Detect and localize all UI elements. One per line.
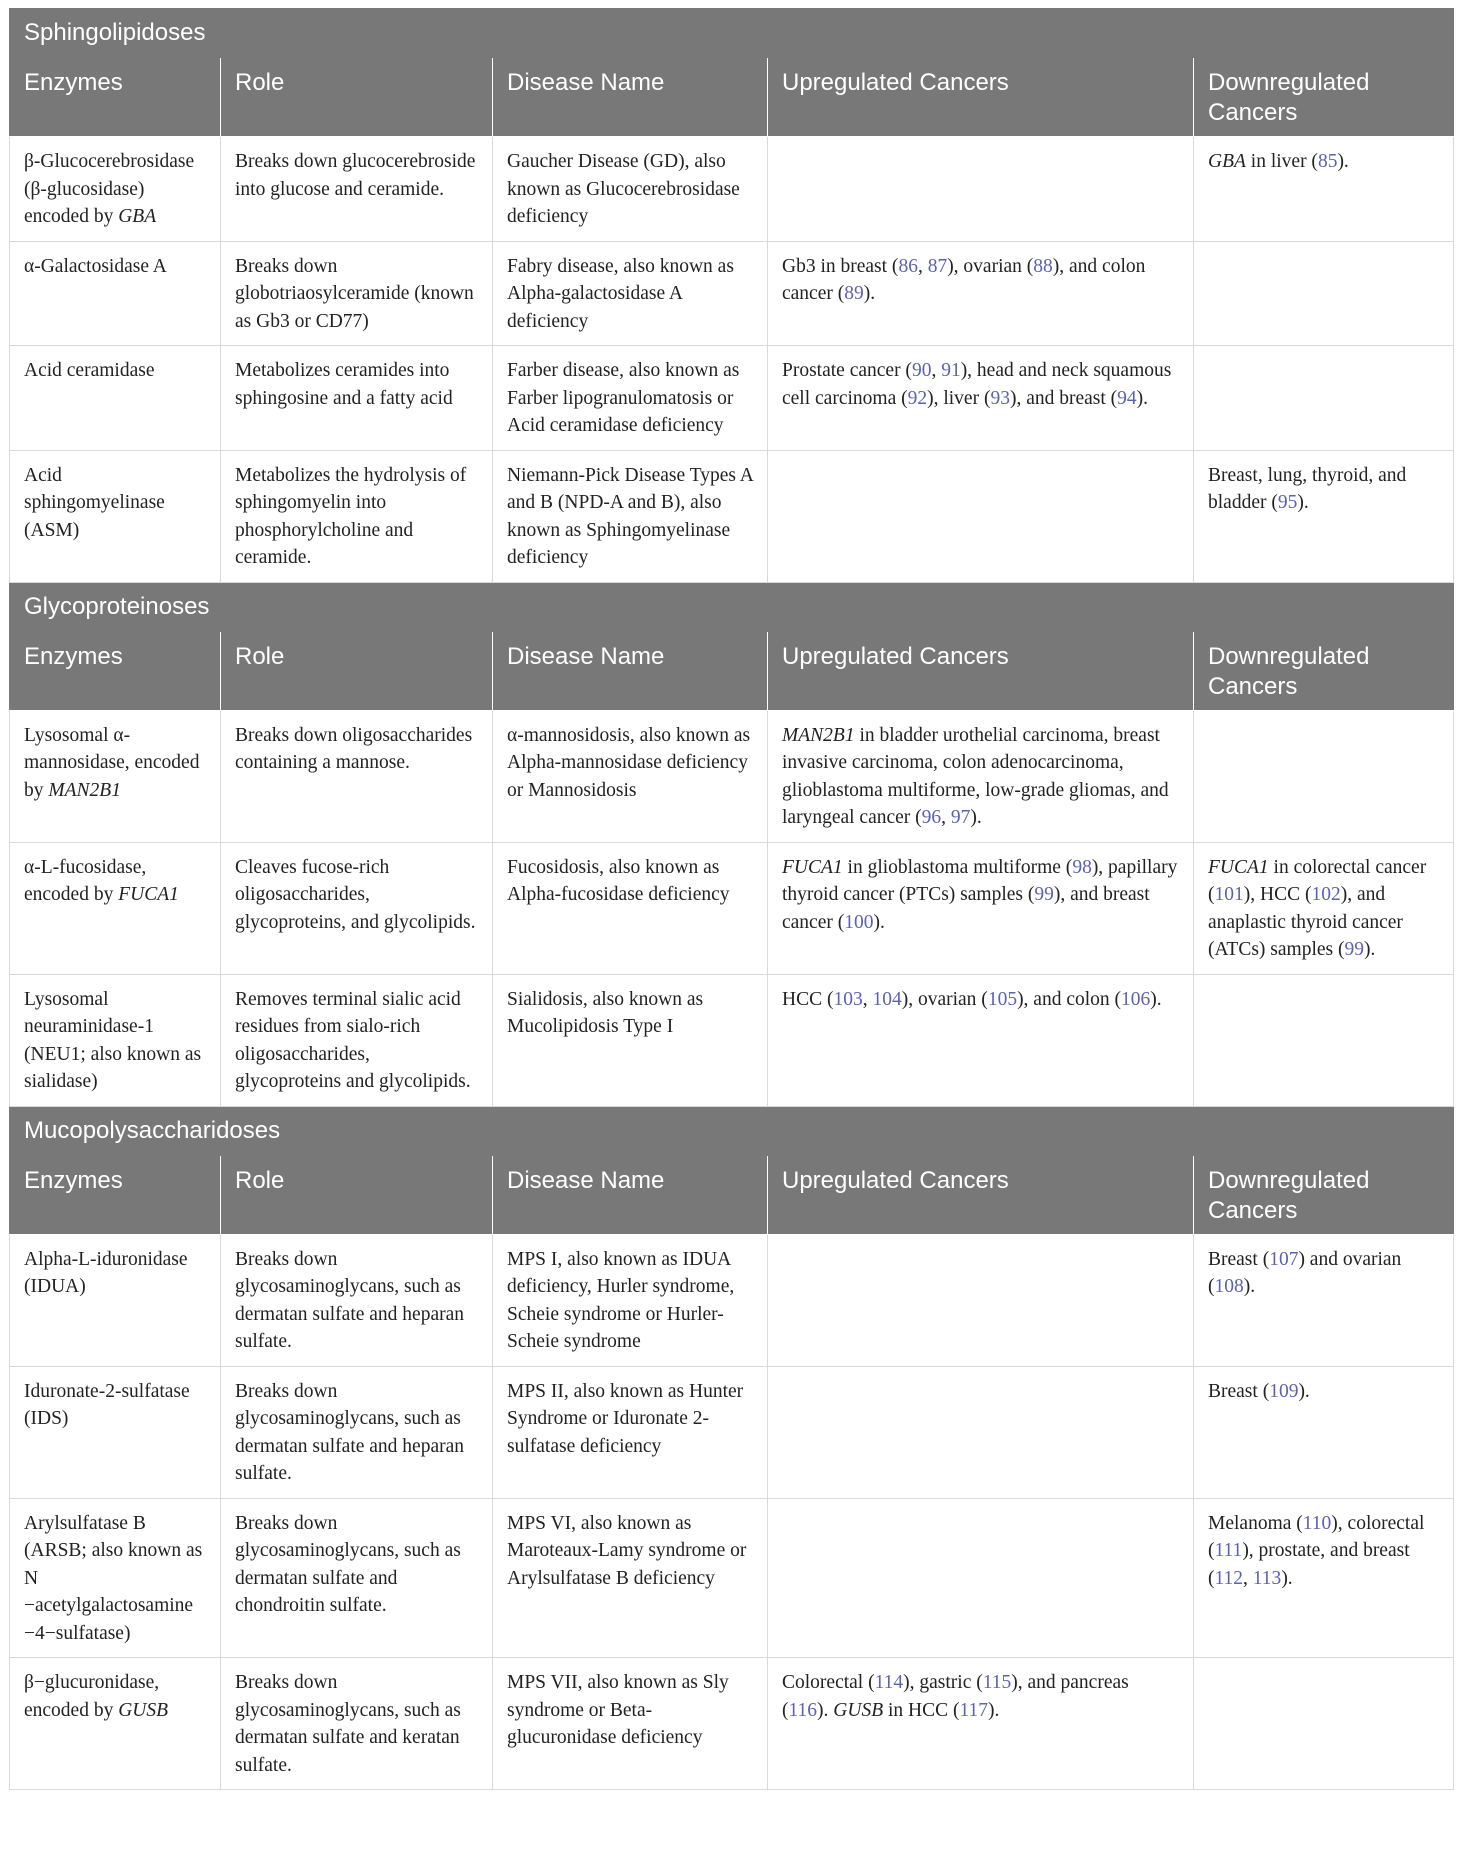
column-header-role: Role xyxy=(221,631,493,710)
cell-text: , xyxy=(941,807,951,828)
column-header-row xyxy=(10,1155,1454,1234)
cell-text: in glioblastoma multiforme ( xyxy=(842,856,1073,878)
cell-upregulated-cancers xyxy=(768,450,1194,582)
gene-symbol: GUSB xyxy=(118,1699,169,1721)
cell-upregulated-cancers xyxy=(768,842,1194,974)
reference-link[interactable]: 92 xyxy=(907,387,928,409)
gene-symbol: GBA xyxy=(1208,151,1246,172)
cell-text: ). xyxy=(873,911,885,933)
reference-link[interactable]: 85 xyxy=(1317,151,1338,172)
cell-text: Alpha-L-iduronidase (IDUA) xyxy=(24,1248,188,1297)
table-row xyxy=(10,346,1454,451)
cell-text: Melanoma ( xyxy=(1208,1512,1303,1534)
cell-text: in bladder urothelial carcinoma, breast invasive carcinoma, colon adenocarcinoma, glioblastoma multiforme, low-grade gliomas, and laryngeal cancer ( xyxy=(782,724,1169,828)
cell-text: , xyxy=(931,360,942,381)
reference-link[interactable]: 116 xyxy=(788,1699,818,1721)
reference-link[interactable]: 102 xyxy=(1311,884,1341,905)
cell-text: in colorectal cancer ( xyxy=(1208,856,1427,905)
cell-enzyme xyxy=(10,842,221,974)
cell-disease-name xyxy=(493,842,768,974)
cell-disease-name xyxy=(493,1658,768,1790)
cell-disease-name xyxy=(493,1366,768,1498)
cell-text: Fabry disease, also known as Alpha-galactosidase A deficiency xyxy=(507,255,734,332)
cell-upregulated-cancers xyxy=(768,974,1194,1106)
cell-enzyme xyxy=(10,137,221,242)
gene-symbol: MAN2B1 xyxy=(48,779,121,801)
cell-downregulated-cancers xyxy=(1194,710,1454,842)
reference-link[interactable]: 108 xyxy=(1214,1276,1244,1297)
column-header-role: Role xyxy=(221,58,493,137)
cell-text: Breaks down glycosaminoglycans, such as dermatan sulfate and heparan sulfate. xyxy=(235,1380,465,1484)
cell-downregulated-cancers xyxy=(1194,346,1454,451)
reference-link[interactable]: 107 xyxy=(1269,1248,1299,1270)
cell-text: β-Glucocerebrosidase (β-glucosidase) encoded by xyxy=(24,151,195,227)
cell-text: Metabolizes ceramides into sphingosine and a fatty acid xyxy=(235,360,453,409)
cell-text: ), gastric ( xyxy=(903,1672,983,1693)
cell-role xyxy=(221,710,493,842)
section-title-row xyxy=(10,9,1454,58)
section-title: Glycoproteinoses xyxy=(10,582,1454,631)
gene-symbol: GUSB xyxy=(833,1699,884,1721)
gene-symbol: MAN2B1 xyxy=(782,724,855,746)
reference-link[interactable]: 105 xyxy=(987,988,1018,1010)
cell-text: Acid sphingomyelinase (ASM) xyxy=(24,464,165,541)
cell-text: Metabolizes the hydrolysis of sphingomyelin into phosphorylcholine and ceramide. xyxy=(235,464,467,568)
cell-text: , xyxy=(917,255,928,277)
reference-link[interactable]: 100 xyxy=(844,911,874,933)
cell-text: Iduronate-2-sulfatase (IDS) xyxy=(24,1380,190,1429)
cell-role xyxy=(221,1234,493,1366)
cell-role xyxy=(221,450,493,582)
cell-enzyme xyxy=(10,346,221,451)
reference-link[interactable]: 94 xyxy=(1117,387,1137,409)
reference-link[interactable]: 95 xyxy=(1277,492,1298,513)
cell-text: ), ovarian ( xyxy=(947,255,1034,277)
table-row xyxy=(10,842,1454,974)
cell-text: ), prostate, and breast ( xyxy=(1208,1540,1410,1589)
cell-text: ), and breast ( xyxy=(1009,387,1118,409)
cell-text: Removes terminal sialic acid residues from sialo-rich oligosaccharides, glycoproteins and glycolipids. xyxy=(235,988,471,1092)
cell-role xyxy=(221,1658,493,1790)
cell-text: ). xyxy=(1136,387,1149,409)
cell-text: Breast ( xyxy=(1208,1380,1270,1402)
cell-disease-name xyxy=(493,450,768,582)
reference-link[interactable]: 111 xyxy=(1214,1540,1243,1561)
cell-text: Arylsulfatase B (ARSB; also known as N −acetylgalactosamine −4−sulfatase) xyxy=(24,1512,203,1644)
cell-text: Lysosomal α-mannosidase, encoded by xyxy=(24,724,200,801)
table-row xyxy=(10,1366,1454,1498)
cell-downregulated-cancers xyxy=(1194,1234,1454,1366)
cell-text: α-mannosidosis, also known as Alpha-mannosidase deficiency or Mannosidosis xyxy=(507,724,751,801)
column-header-downregulated-cancers: Downregulated Cancers xyxy=(1194,631,1454,710)
cell-downregulated-cancers xyxy=(1194,1658,1454,1790)
cell-enzyme xyxy=(10,241,221,346)
cell-downregulated-cancers xyxy=(1194,1498,1454,1658)
cell-text: ). xyxy=(1281,1567,1293,1589)
reference-link[interactable]: 88 xyxy=(1033,255,1053,277)
column-header-disease-name: Disease Name xyxy=(493,58,768,137)
cell-text: Colorectal ( xyxy=(782,1672,875,1693)
cell-role xyxy=(221,1498,493,1658)
cell-text: , xyxy=(862,988,873,1010)
column-header-row xyxy=(10,631,1454,710)
cell-text: in HCC ( xyxy=(883,1699,960,1721)
lysosomal-enzymes-table-container xyxy=(9,8,1453,1790)
table-row xyxy=(10,974,1454,1106)
column-header-row xyxy=(10,58,1454,137)
reference-link[interactable]: 115 xyxy=(982,1672,1012,1693)
cell-text: ), ovarian ( xyxy=(901,988,988,1010)
cell-text: α-Galactosidase A xyxy=(24,255,167,277)
cell-text: Breaks down glycosaminoglycans, such as dermatan sulfate and heparan sulfate. xyxy=(235,1248,465,1352)
cell-text: ). xyxy=(970,807,982,828)
column-header-downregulated-cancers: Downregulated Cancers xyxy=(1194,58,1454,137)
reference-link[interactable]: 103 xyxy=(833,988,863,1010)
cell-enzyme xyxy=(10,1234,221,1366)
section-title-row xyxy=(10,1106,1454,1155)
gene-symbol: GBA xyxy=(118,206,157,227)
reference-link[interactable]: 86 xyxy=(898,255,918,277)
cell-text: ) and ovarian ( xyxy=(1208,1248,1402,1297)
reference-link[interactable]: 90 xyxy=(911,360,932,381)
cell-upregulated-cancers xyxy=(768,137,1194,242)
reference-link[interactable]: 98 xyxy=(1072,856,1092,878)
cell-downregulated-cancers xyxy=(1194,241,1454,346)
cell-text: , xyxy=(1243,1567,1253,1589)
cell-text: Breast ( xyxy=(1208,1248,1270,1270)
cell-disease-name xyxy=(493,137,768,242)
cell-text: ), and anaplastic thyroid cancer (ATCs) samples ( xyxy=(1208,884,1403,960)
cell-text: Breast, lung, thyroid, and bladder ( xyxy=(1208,464,1407,513)
reference-link[interactable]: 93 xyxy=(990,387,1010,409)
reference-link[interactable]: 110 xyxy=(1302,1512,1332,1534)
cell-disease-name xyxy=(493,346,768,451)
reference-link[interactable]: 114 xyxy=(874,1672,904,1693)
cell-upregulated-cancers xyxy=(768,241,1194,346)
cell-text: ). xyxy=(1150,988,1162,1010)
cell-text: MPS II, also known as Hunter Syndrome or Iduronate 2-sulfatase deficiency xyxy=(507,1380,744,1457)
reference-link[interactable]: 113 xyxy=(1252,1567,1282,1589)
cell-disease-name xyxy=(493,241,768,346)
cell-disease-name xyxy=(493,710,768,842)
cell-text: MPS VI, also known as Maroteaux-Lamy syndrome or Arylsulfatase B deficiency xyxy=(507,1512,747,1589)
gene-symbol: FUCA1 xyxy=(118,884,179,905)
cell-enzyme xyxy=(10,450,221,582)
cell-text: ). xyxy=(988,1699,1000,1721)
cell-role xyxy=(221,1366,493,1498)
cell-text: ), and pancreas ( xyxy=(782,1672,1129,1721)
cell-text: Breaks down globotriaosylceramide (known as Gb3 or CD77) xyxy=(235,255,474,332)
table-row xyxy=(10,1658,1454,1790)
table-row xyxy=(10,450,1454,582)
cell-text: ). xyxy=(1363,939,1376,960)
cell-text: ), HCC ( xyxy=(1243,884,1312,905)
reference-link[interactable]: 87 xyxy=(927,255,948,277)
table-body xyxy=(10,9,1454,1790)
column-header-role: Role xyxy=(221,1155,493,1234)
cell-downregulated-cancers xyxy=(1194,1366,1454,1498)
cell-text: Gb3 in breast ( xyxy=(782,255,899,277)
cell-enzyme xyxy=(10,1498,221,1658)
cell-upregulated-cancers xyxy=(768,346,1194,451)
cell-text: Breaks down glucocerebroside into glucose and ceramide. xyxy=(235,151,476,200)
cell-text: ), colorectal ( xyxy=(1208,1512,1425,1561)
cell-text: ), liver ( xyxy=(927,387,991,409)
cell-text: HCC ( xyxy=(782,988,834,1010)
cell-downregulated-cancers xyxy=(1194,450,1454,582)
section-title: Mucopolysaccharidoses xyxy=(10,1106,1454,1155)
cell-text: ), and colon cancer ( xyxy=(782,255,1146,304)
cell-upregulated-cancers xyxy=(768,1498,1194,1658)
cell-disease-name xyxy=(493,1498,768,1658)
column-header-upregulated-cancers: Upregulated Cancers xyxy=(768,58,1194,137)
column-header-disease-name: Disease Name xyxy=(493,1155,768,1234)
reference-link[interactable]: 112 xyxy=(1214,1567,1244,1589)
cell-text: Breaks down glycosaminoglycans, such as dermatan sulfate and keratan sulfate. xyxy=(235,1672,461,1776)
column-header-upregulated-cancers: Upregulated Cancers xyxy=(768,631,1194,710)
table-row xyxy=(10,1234,1454,1366)
cell-text: ), and breast cancer ( xyxy=(782,884,1150,933)
reference-link[interactable]: 117 xyxy=(959,1699,989,1721)
reference-link[interactable]: 99 xyxy=(1034,884,1054,905)
cell-text: β−glucuronidase, encoded by xyxy=(24,1672,160,1721)
reference-link[interactable]: 97 xyxy=(950,807,971,828)
cell-text: Prostate cancer ( xyxy=(782,360,912,381)
cell-text: in liver ( xyxy=(1245,151,1318,172)
reference-link[interactable]: 109 xyxy=(1269,1380,1299,1402)
cell-role xyxy=(221,346,493,451)
reference-link[interactable]: 99 xyxy=(1344,939,1364,960)
reference-link[interactable]: 89 xyxy=(844,283,864,304)
cell-text: ). xyxy=(1298,1380,1310,1402)
reference-link[interactable]: 104 xyxy=(872,988,902,1010)
section-title: Sphingolipidoses xyxy=(10,9,1454,58)
column-header-downregulated-cancers: Downregulated Cancers xyxy=(1194,1155,1454,1234)
cell-text: Niemann-Pick Disease Types A and B (NPD-A and B), also known as Sphingomyelinase deficiency xyxy=(507,464,753,568)
column-header-upregulated-cancers: Upregulated Cancers xyxy=(768,1155,1194,1234)
cell-text: ). xyxy=(817,1699,834,1721)
cell-downregulated-cancers xyxy=(1194,842,1454,974)
cell-text: Acid ceramidase xyxy=(24,360,155,381)
gene-symbol: FUCA1 xyxy=(1208,856,1269,878)
cell-text: Lysosomal neuraminidase-1 (NEU1; also known as sialidase) xyxy=(24,988,202,1092)
cell-text: Farber disease, also known as Farber lipogranulomatosis or Acid ceramidase deficiency xyxy=(507,360,740,436)
column-header-enzyme: Enzymes xyxy=(10,1155,221,1234)
cell-text: ). xyxy=(1297,492,1309,513)
cell-text: ). xyxy=(1337,151,1349,172)
cell-enzyme xyxy=(10,974,221,1106)
cell-enzyme xyxy=(10,710,221,842)
cell-text: MPS VII, also known as Sly syndrome or Beta-glucuronidase deficiency xyxy=(507,1672,729,1748)
cell-text: Gaucher Disease (GD), also known as Glucocerebrosidase deficiency xyxy=(507,151,740,227)
cell-disease-name xyxy=(493,974,768,1106)
column-header-enzyme: Enzymes xyxy=(10,58,221,137)
cell-text: Cleaves fucose-rich oligosaccharides, glycoproteins, and glycolipids. xyxy=(235,856,476,933)
cell-upregulated-cancers xyxy=(768,1234,1194,1366)
cell-text: ), papillary thyroid cancer (PTCs) samples ( xyxy=(782,856,1178,905)
cell-text: MPS I, also known as IDUA deficiency, Hurler syndrome, Scheie syndrome or Hurler-Scheie syndrome xyxy=(507,1248,735,1352)
cell-downregulated-cancers xyxy=(1194,137,1454,242)
cell-text: ), and colon ( xyxy=(1017,988,1122,1010)
table-row xyxy=(10,137,1454,242)
reference-link[interactable]: 96 xyxy=(921,807,942,828)
cell-disease-name xyxy=(493,1234,768,1366)
cell-text: ), head and neck squamous cell carcinoma ( xyxy=(782,360,1172,409)
table-row xyxy=(10,1498,1454,1658)
cell-upregulated-cancers xyxy=(768,1366,1194,1498)
cell-enzyme xyxy=(10,1658,221,1790)
cell-role xyxy=(221,842,493,974)
cell-downregulated-cancers xyxy=(1194,974,1454,1106)
cell-text: Breaks down glycosaminoglycans, such as dermatan sulfate and chondroitin sulfate. xyxy=(235,1512,461,1616)
cell-role xyxy=(221,137,493,242)
cell-text: α-L-fucosidase, encoded by xyxy=(24,856,147,905)
table-row xyxy=(10,241,1454,346)
reference-link[interactable]: 106 xyxy=(1121,988,1151,1010)
section-title-row xyxy=(10,582,1454,631)
cell-text: Sialidosis, also known as Mucolipidosis Type I xyxy=(507,988,704,1037)
column-header-disease-name: Disease Name xyxy=(493,631,768,710)
cell-text: Breaks down oligosaccharides containing a mannose. xyxy=(235,724,473,773)
cell-upregulated-cancers xyxy=(768,710,1194,842)
cell-text: ). xyxy=(1243,1276,1256,1297)
cell-upregulated-cancers xyxy=(768,1658,1194,1790)
table-row xyxy=(10,710,1454,842)
lysosomal-enzymes-table xyxy=(9,8,1454,1790)
cell-role xyxy=(221,241,493,346)
cell-text: Fucosidosis, also known as Alpha-fucosidase deficiency xyxy=(507,856,730,905)
cell-enzyme xyxy=(10,1366,221,1498)
column-header-enzyme: Enzymes xyxy=(10,631,221,710)
reference-link[interactable]: 91 xyxy=(941,360,961,381)
cell-text: ). xyxy=(863,283,876,304)
gene-symbol: FUCA1 xyxy=(782,856,843,878)
cell-role xyxy=(221,974,493,1106)
reference-link[interactable]: 101 xyxy=(1214,884,1244,905)
